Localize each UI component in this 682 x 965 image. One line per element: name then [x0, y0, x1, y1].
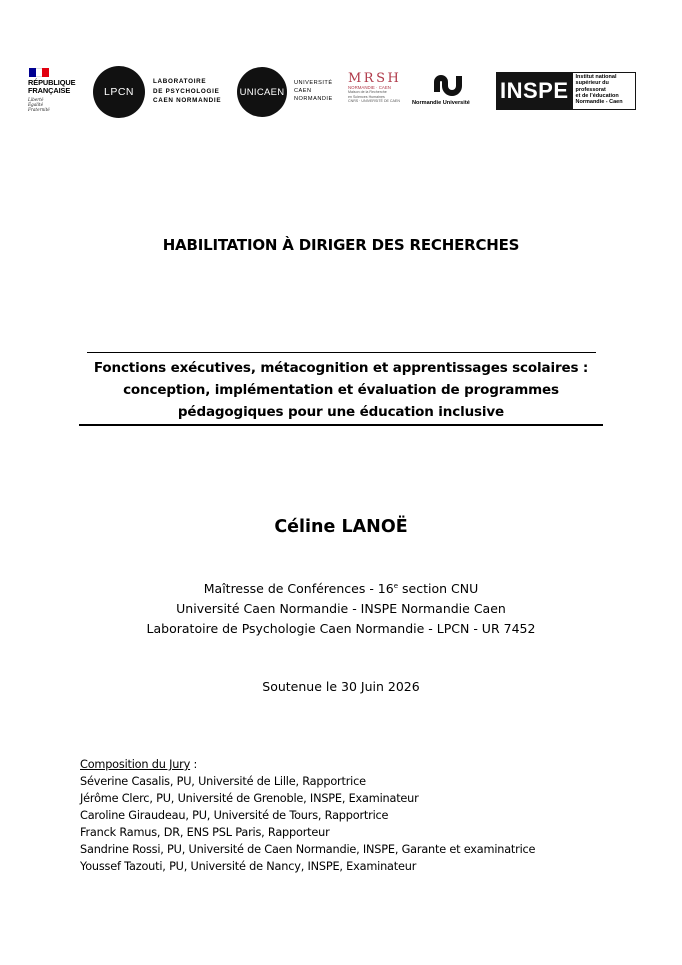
rf-motto-1: Liberté — [28, 97, 44, 102]
thesis-title-line: Fonctions exécutives, métacognition et apprentissages scolaires : — [93, 360, 589, 376]
inspe-line: supérieur du professorat — [575, 80, 609, 93]
mrsh-line: Maison de la Recherche — [348, 90, 387, 95]
mrsh-line: en Sciences Humaines — [348, 94, 385, 99]
rf-name-line1: RÉPUBLIQUE — [28, 78, 76, 87]
normandie-universite-label: Normandie Université — [412, 100, 470, 106]
jury-member: Sandrine Rossi, PU, Université de Caen Normandie, INSPE, Garante et examinatrice — [80, 843, 536, 856]
lpcn-logo-text — [153, 77, 221, 106]
mrsh-logo — [348, 72, 402, 116]
inspe-logo — [496, 72, 636, 110]
jury-member: Caroline Giraudeau, PU, Université de Tours, Rapportrice — [80, 809, 389, 822]
author-name: Céline LANOË — [274, 517, 408, 537]
lpcn-logo — [93, 66, 145, 118]
defense-date: Soutenue le 30 Juin 2026 — [262, 679, 420, 694]
jury-member: Franck Ramus, DR, ENS PSL Paris, Rapporteur — [80, 826, 330, 839]
unicaen-text-line: NORMANDIE — [294, 95, 333, 102]
rf-name-line2: FRANÇAISE — [28, 86, 71, 95]
unicaen-logo-text — [294, 80, 333, 103]
unicaen-logo — [237, 67, 287, 117]
title-top-rule — [87, 352, 596, 353]
unicaen-circle-text: UNICAEN — [239, 86, 285, 98]
thesis-title-line: pédagogiques pour une éducation inclusive — [177, 404, 505, 420]
inspe-line: Normandie - Caen — [575, 99, 623, 106]
inspe-line: Institut national — [575, 74, 617, 80]
inspe-line: et de l'éducation — [575, 92, 619, 99]
rf-motto-2: Égalité — [28, 102, 44, 107]
jury-composition — [80, 756, 535, 875]
inspe-text — [573, 73, 635, 109]
thesis-title-line: conception, implémentation et évaluation de programmes — [123, 382, 559, 398]
inspe-acronym: INSPE — [500, 78, 569, 103]
lpcn-circle-text: LPCN — [103, 86, 134, 98]
republique-francaise-logo — [28, 68, 84, 118]
affiliation-laboratory: Laboratoire de Psychologie Caen Normandie - LPCN - UR 7452 — [146, 621, 536, 636]
unicaen-text-line: UNIVERSITÉ — [294, 80, 333, 86]
unicaen-text-line: CAEN — [294, 87, 312, 94]
title-bottom-rule — [79, 424, 603, 426]
author-affiliation — [0, 579, 682, 639]
jury-heading: Composition du Jury : — [80, 758, 198, 771]
normandie-universite-logo — [412, 72, 484, 112]
mrsh-line: CNRS · UNIVERSITÉ DE CAEN — [348, 98, 400, 103]
thesis-title — [0, 357, 682, 423]
lpcn-text-line: LABORATOIRE — [153, 78, 207, 85]
french-flag-icon — [29, 68, 49, 77]
lpcn-text-line: CAEN NORMANDIE — [153, 97, 222, 104]
jury-member: Youssef Tazouti, PU, Université de Nancy, INSPE, Examinateur — [80, 860, 417, 873]
mrsh-line: NORMANDIE · CAEN — [348, 85, 391, 90]
rf-motto-3: Fraternité — [28, 107, 50, 112]
mrsh-acronym: MRSH — [348, 71, 402, 86]
document-heading: HABILITATION À DIRIGER DES RECHERCHES — [162, 236, 520, 254]
affiliation-position: Maîtresse de Conférences - 16e section CNU — [203, 581, 479, 596]
normandie-universite-icon — [431, 72, 465, 96]
jury-member: Jérôme Clerc, PU, Université de Grenoble, INSPE, Examinateur — [80, 792, 419, 805]
lpcn-text-line: DE PSYCHOLOGIE — [153, 87, 220, 95]
affiliation-university: Université Caen Normandie - INSPE Normandie Caen — [176, 601, 506, 616]
jury-member: Séverine Casalis, PU, Université de Lille, Rapportrice — [80, 775, 366, 788]
